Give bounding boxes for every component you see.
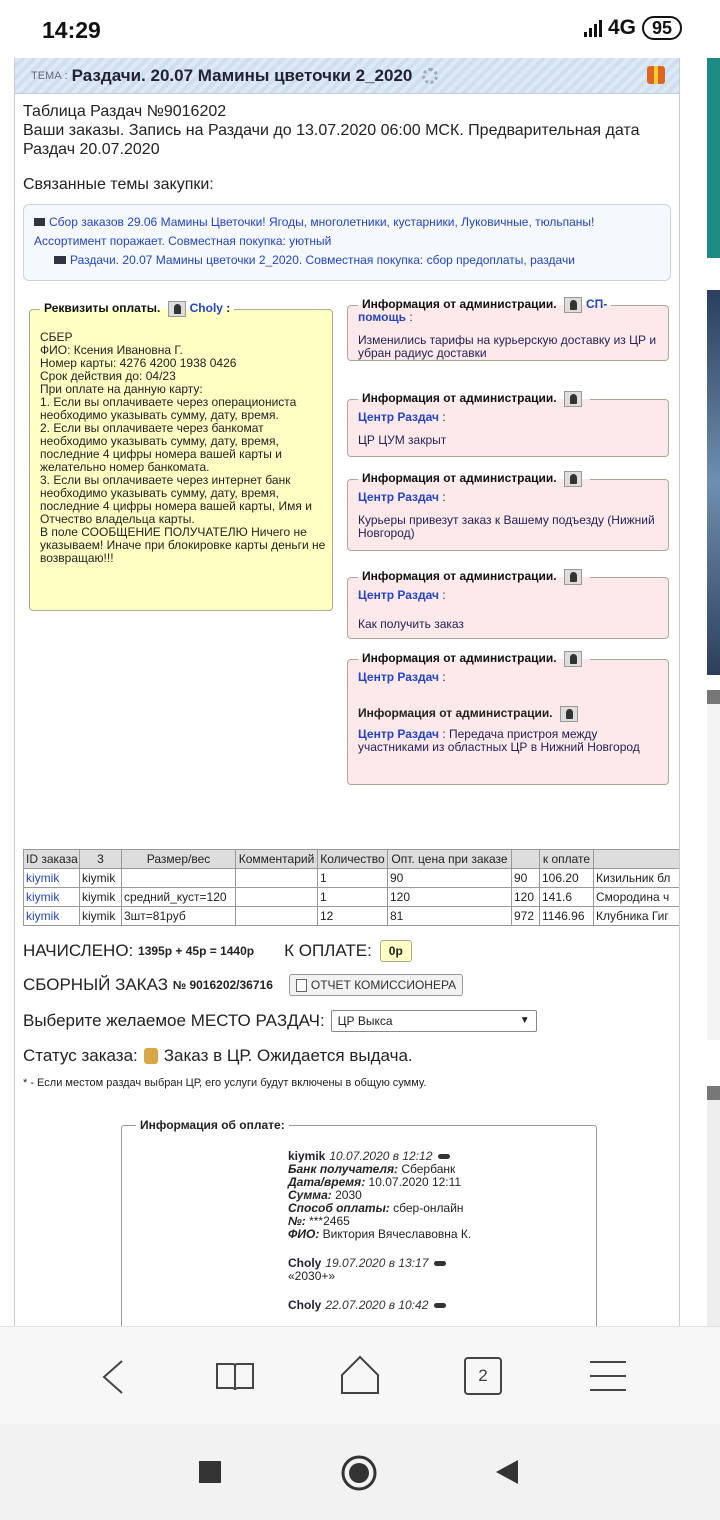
field-value: сбер-онлайн: [389, 1201, 464, 1215]
column-header: [594, 850, 681, 869]
topic-title: Раздачи. 20.07 Мамины цветочки 2_2020: [71, 65, 413, 85]
table-cell: средний_куст=120: [122, 888, 236, 907]
table-cell: [236, 888, 318, 907]
admin-info-box-4: Информация от администрации. Центр Раздач : Как получить заказ: [347, 569, 669, 639]
column-header: к оплате: [540, 850, 594, 869]
column-header: 3: [80, 850, 122, 869]
back-icon[interactable]: [98, 1357, 128, 1397]
table-cell: 141.6: [540, 888, 594, 907]
table-cell: Смородина ч: [594, 888, 681, 907]
table-row: [24, 888, 681, 907]
center-link[interactable]: Центр Раздач: [358, 490, 439, 504]
table-cell: [236, 869, 318, 888]
admin-info-box-5: Информация от администрации. Центр Раздач : Информация от администрации. Центр Раздач : Передача пристроя между участниками из областных ЦР в Нижний Новгород: [347, 651, 669, 785]
table-cell: 90: [388, 869, 512, 888]
commission-report-button[interactable]: [289, 974, 463, 996]
home-icon[interactable]: [338, 1353, 382, 1397]
admin-legend: Информация от администрации.: [358, 706, 553, 721]
admin-legend: Информация от администрации.: [362, 471, 557, 486]
back-button-icon[interactable]: [494, 1458, 520, 1486]
edit-icon[interactable]: [438, 1154, 450, 1159]
admin-message: Передача пристроя между участниками из областных ЦР в Нижний Новгород: [358, 727, 640, 754]
admin-info-box-3: Информация от администрации. Центр Раздач : Курьеры привезут заказ к Вашему подъезду (Нижний Новгород): [347, 471, 669, 551]
column-header: Количество: [318, 850, 388, 869]
gift-icon[interactable]: [647, 66, 665, 84]
table-cell: kiymik: [80, 869, 122, 888]
column-header: Размер/вес: [122, 850, 236, 869]
orders-subtitle: Ваши заказы. Запись на Раздачи до 13.07.2020 06:00 МСК. Предварительная дата: [23, 122, 640, 139]
status-value: Заказ в ЦР. Ожидается выдача.: [163, 1046, 413, 1066]
field-value: 10.07.2020 12:11: [365, 1175, 462, 1189]
column-header: Комментарий: [236, 850, 318, 869]
recents-icon[interactable]: [199, 1461, 221, 1483]
admin-info-box-1: Информация от администрации. СП- помощь : Изменились тарифы на курьерскую доставку из ЦР и убран радиус доставки: [347, 297, 669, 361]
table-cell: 1: [318, 888, 388, 907]
payment-details-legend: Реквизиты оплаты.: [44, 301, 161, 316]
field-key: ФИО:: [288, 1227, 320, 1241]
table-cell: 120: [388, 888, 512, 907]
payment-details-box: Реквизиты оплаты. Choly : СБЕР ФИО: Ксения Ивановна Г. Номер карты: 4276 4200 1938 0426 Срок действия до: 04/23 При оплате на данную карту: 1. Если вы оплачиваете через операциониста необходимо указывать сумму, дату, время. 2. Если вы оплачиваете через банкомат необходимо указывать сумму, дату, время, последние 4 цифры номера вашей карты и желательно номер банкомата. 3. Если вы оплачиваете через интернет банк необходимо указывать сумму, дату, время, последние 4 цифры номера вашей карты, Имя и Отчество владельца карты. В поле СООБЩЕНИЕ ПОЛУЧАТЕЛЮ Ничего не указываем! Иначе при блокировке карты деньги не возвращаю!!!: [29, 301, 333, 611]
topic-bar: [15, 58, 679, 94]
topay-label: К ОПЛАТЕ:: [284, 941, 372, 960]
related-link-collection-cont[interactable]: Ассортимент поражает. Совместная покупка: уютный: [34, 234, 332, 248]
document-icon: [296, 979, 307, 992]
table-cell: kiymik: [80, 888, 122, 907]
admin-legend: Информация от администрации.: [362, 651, 557, 666]
column-header: [512, 850, 540, 869]
payment-date: 22.07.2020 в 10:42: [325, 1298, 429, 1312]
payment-info-legend: Информация об оплате:: [136, 1118, 289, 1132]
menu-icon[interactable]: [588, 1359, 628, 1393]
avatar: [564, 651, 582, 667]
related-link-distribution[interactable]: Раздачи. 20.07 Мамины цветочки 2_2020. Совместная покупка: сбор предоплаты, раздачи: [70, 253, 575, 267]
payment-entry: [288, 1150, 586, 1241]
table-row: [24, 869, 681, 888]
charged-label: НАЧИСЛЕНО:: [23, 941, 134, 960]
status-row: [23, 1046, 671, 1066]
payment-user[interactable]: kiymik: [288, 1149, 326, 1163]
order-number: № 9016202/36716: [172, 978, 273, 993]
status-bar: [0, 0, 720, 58]
order-id-link[interactable]: kiymik: [24, 869, 80, 888]
field-value: Сбербанк: [398, 1162, 456, 1176]
distribution-date: Раздач 20.07.2020: [23, 141, 160, 158]
center-link[interactable]: Центр Раздач: [358, 670, 439, 684]
column-header: Опт. цена при заказе: [388, 850, 512, 869]
user-link-choly[interactable]: Choly: [189, 301, 223, 316]
field-value: Виктория Вячеславовна К.: [319, 1227, 472, 1241]
field-key: №:: [288, 1214, 306, 1228]
order-label: СБОРНЫЙ ЗАКАЗ: [23, 975, 168, 995]
table-cell: 120: [512, 888, 540, 907]
field-key: Сумма:: [288, 1188, 332, 1202]
bookmarks-icon[interactable]: [214, 1359, 256, 1393]
table-cell: [122, 869, 236, 888]
avatar: [564, 297, 582, 313]
admin-info-box-2: Информация от администрации. Центр Раздач : ЦР ЦУМ закрыт: [347, 391, 669, 457]
topay-value: 0р: [380, 940, 412, 962]
edit-icon[interactable]: [434, 1303, 446, 1308]
field-value: ***2465: [305, 1214, 350, 1228]
pointing-hand-icon: [54, 256, 66, 264]
sp-help-link[interactable]: СП-: [585, 297, 608, 312]
payment-details-text: СБЕР ФИО: Ксения Ивановна Г. Номер карты: 4276 4200 1938 0426 Срок действия до: 04/23 При оплате на данную карту: 1. Если вы оплачиваете через операциониста необходимо указывать сумму, дату, время. 2. Если вы оплачиваете через банкомат необходимо указывать сумму, дату, время, последние 4 цифры номера вашей карты и желательно номер банкомата. 3. Если вы оплачиваете через интернет банк необходимо указывать сумму, дату, время, последние 4 цифры номера вашей карты, Имя и Отчество владельца карты. В поле СООБЩЕНИЕ ПОЛУЧАТЕЛЮ Ничего не указываем! Иначе при блокировке карты деньги не возвращаю!!!: [40, 330, 326, 565]
payment-entry: [288, 1257, 586, 1283]
table-cell: kiymik: [80, 907, 122, 926]
avatar: [168, 301, 186, 317]
gear-icon[interactable]: [422, 68, 438, 84]
battery-icon: 95: [642, 16, 682, 40]
column-header: ID заказа: [24, 850, 80, 869]
network-type: 4G: [607, 16, 636, 39]
order-id-link[interactable]: kiymik: [24, 907, 80, 926]
admin-legend: Информация от администрации.: [362, 297, 557, 312]
avatar: [564, 471, 582, 487]
field-key: Банк получателя:: [288, 1162, 399, 1176]
avatar: [564, 391, 582, 407]
payment-date: 19.07.2020 в 13:17: [325, 1256, 429, 1270]
table-row: [24, 907, 681, 926]
adjacent-page-edge: [707, 58, 720, 1326]
admin-message: Курьеры привезут заказ к Вашему подъезду (Нижний Новгород): [358, 513, 655, 540]
table-cell: [236, 907, 318, 926]
center-link[interactable]: Центр Раздач: [358, 410, 439, 424]
order-row: [23, 974, 671, 996]
table-cell: 90: [512, 869, 540, 888]
payment-entry: [288, 1299, 586, 1312]
field-key: Дата/время:: [288, 1175, 366, 1189]
table-cell: Кизильник бл: [594, 869, 681, 888]
status-label: Статус заказа:: [23, 1046, 138, 1066]
how-to-get-order[interactable]: Как получить заказ: [358, 617, 464, 631]
table-cell: 1: [318, 869, 388, 888]
totals-row: [23, 940, 671, 962]
table-cell: 972: [512, 907, 540, 926]
commission-report-label: ОТЧЕТ КОМИССИОНЕРА: [310, 978, 457, 992]
place-row: [23, 1010, 671, 1032]
topic-label: ТЕМА :: [31, 69, 68, 82]
info-area: [23, 289, 671, 849]
center-link[interactable]: Центр Раздач: [358, 588, 439, 602]
tabs-button[interactable]: 2: [464, 1357, 502, 1395]
table-cell: 3шт=81руб: [122, 907, 236, 926]
clock: 14:29: [42, 17, 101, 43]
field-value: 2030: [331, 1188, 362, 1202]
avatar: [560, 706, 578, 722]
payment-info-box: [121, 1118, 597, 1326]
payment-comment: «2030+»: [288, 1269, 336, 1283]
table-header-row: [24, 850, 681, 869]
order-id-link[interactable]: kiymik: [24, 888, 80, 907]
edit-icon[interactable]: [434, 1261, 446, 1266]
related-label: Связанные темы закупки:: [23, 176, 214, 193]
forum-page[interactable]: [14, 58, 680, 1326]
payment-date: 10.07.2020 в 12:12: [329, 1149, 433, 1163]
system-nav-bar: [0, 1424, 720, 1520]
related-topics-box: [23, 204, 671, 281]
charged-value: 1395р + 45р = 1440р: [138, 944, 255, 958]
sp-help-link-cont[interactable]: помощь: [358, 310, 406, 324]
payment-user[interactable]: Choly: [288, 1256, 322, 1270]
table-cell: 81: [388, 907, 512, 926]
signal-icon: [584, 19, 602, 37]
table-cell: 12: [318, 907, 388, 926]
home-button-icon[interactable]: [340, 1454, 378, 1492]
payment-user[interactable]: Choly: [288, 1298, 322, 1312]
footnote: * - Если местом раздач выбран ЦР, его услуги будут включены в общую сумму.: [23, 1077, 427, 1090]
jar-icon: [144, 1048, 158, 1064]
cart-icon: [34, 218, 45, 226]
related-link-collection[interactable]: Сбор заказов 29.06 Мамины Цветочки! Ягоды, многолетники, кустарники, Луковичные, тюльпаны!: [49, 215, 595, 229]
admin-legend: Информация от администрации.: [362, 391, 557, 406]
orders-table: [23, 849, 680, 926]
table-title: Таблица Раздач №9016202: [23, 103, 227, 120]
table-cell: 106.20: [540, 869, 594, 888]
admin-message: ЦР ЦУМ закрыт: [358, 433, 447, 447]
admin-message: Изменились тарифы на курьерскую доставку из ЦР и убран радиус доставки: [358, 333, 657, 360]
field-key: Способ оплаты:: [288, 1201, 390, 1215]
dropdown-arrow-icon: ▼: [519, 1015, 530, 1027]
table-cell: 1146.96: [540, 907, 594, 926]
avatar: [564, 569, 582, 585]
place-select[interactable]: [331, 1010, 537, 1032]
table-cell: Клубника Гиг: [594, 907, 681, 926]
admin-legend: Информация от администрации.: [362, 569, 557, 584]
center-link[interactable]: Центр Раздач: [358, 727, 439, 741]
place-label: Выберите желаемое МЕСТО РАЗДАЧ:: [23, 1011, 325, 1031]
place-selected-value: ЦР Выкса: [337, 1014, 393, 1029]
browser-toolbar: [0, 1326, 720, 1424]
